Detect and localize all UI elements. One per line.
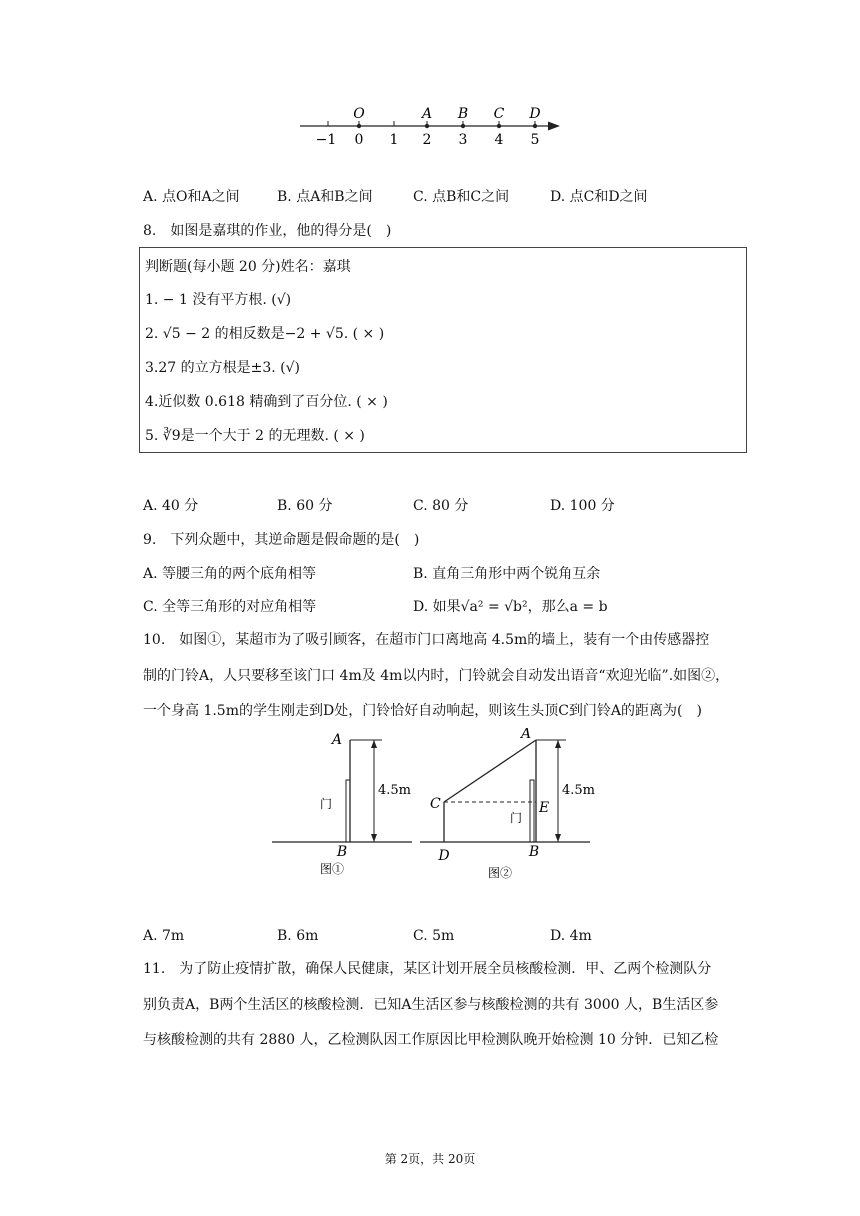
fig2-label-E: E xyxy=(539,800,550,816)
tick-label: −1 xyxy=(315,132,337,148)
q8-stem: 8. 如图是嘉琪的作业，他的得分是( ) xyxy=(143,223,392,239)
tick-label: 2 xyxy=(422,132,432,148)
q9-option-b: B. 直角三角形中两个锐角互余 xyxy=(413,566,601,582)
fig1-label-B: B xyxy=(336,844,348,860)
q7-option-c: C. 点B和C之间 xyxy=(413,189,510,205)
homework-item-2: 2. √5 − 2 的相反数是−2 + √5. ( × ) xyxy=(145,326,385,342)
point-label-B: B xyxy=(457,106,469,122)
q10-text xyxy=(143,623,763,730)
line-CA xyxy=(444,740,536,802)
homework-item-1: 1. − 1 没有平方根. (√) xyxy=(145,292,292,308)
fig2-label-B: B xyxy=(528,844,540,860)
q8-option-d: D. 100 分 xyxy=(550,498,615,514)
q10-line-1: 10. 如图①，某超市为了吸引顾客，在超市门口离地高 4.5m的墙上，装有一个由传感器控 xyxy=(143,632,710,648)
fig2-label-C: C xyxy=(430,796,441,812)
fig2-height-label: 4.5m xyxy=(562,783,596,798)
homework-box xyxy=(139,247,747,453)
fig2-caption: 图② xyxy=(488,866,513,880)
q8-option-a: A. 40 分 xyxy=(143,498,199,514)
q11-line-1: 11. 为了防止疫情扩散，确保人民健康，某区计划开展全员核酸检测．甲、乙两个检测队分 xyxy=(143,961,712,977)
q10-option-a: A. 7m xyxy=(143,928,185,944)
q9-option-c: C. 全等三角形的对应角相等 xyxy=(143,599,317,615)
point-D-dot xyxy=(533,124,537,128)
q9-stem: 9. 下列众题中，其逆命题是假命题的是( ) xyxy=(143,532,420,548)
fig1-caption: 图① xyxy=(320,862,345,876)
point-label-O: O xyxy=(353,106,365,122)
door-frame xyxy=(530,780,534,842)
homework-item-5: 5. ∛9是一个大于 2 的无理数. ( × ) xyxy=(145,428,365,444)
tick-label: 0 xyxy=(354,132,364,148)
point-A-dot xyxy=(425,124,429,128)
fig2-door-label: 门 xyxy=(510,811,523,825)
homework-item-3: 3.27 的立方根是±3. (√) xyxy=(145,360,301,376)
point-label-D: D xyxy=(529,106,541,122)
tick-label: 3 xyxy=(458,132,468,148)
point-label-C: C xyxy=(493,106,505,122)
axis-arrow xyxy=(548,122,560,131)
q9-option-d: D. 如果√a² = √b²，那么a = b xyxy=(413,599,608,615)
q11-line-3: 与核酸检测的共有 2880 人，乙检测队因工作原因比甲检测队晚开始检测 10 分钟．已知乙检 xyxy=(143,1032,719,1048)
q10-line-3: 一个身高 1.5m的学生刚走到D处，门铃恰好自动响起，则该生头顶C到门铃A的距离为( ) xyxy=(143,703,702,719)
point-O-dot xyxy=(357,124,361,128)
figure-1 xyxy=(272,728,412,888)
q7-option-b: B. 点A和B之间 xyxy=(277,189,373,205)
q10-option-d: D. 4m xyxy=(550,928,592,944)
fig2-label-D: D xyxy=(438,848,450,864)
q8-option-b: B. 60 分 xyxy=(277,498,333,514)
point-C-dot xyxy=(497,124,501,128)
fig2-label-A: A xyxy=(520,728,532,742)
q10-option-c: C. 5m xyxy=(413,928,455,944)
homework-item-4: 4.近似数 0.618 精确到了百分位. ( × ) xyxy=(145,394,388,410)
fig1-height-label: 4.5m xyxy=(378,783,412,798)
q7-option-a: A. 点O和A之间 xyxy=(143,189,240,205)
homework-title: 判断题(每小题 20 分)姓名：嘉琪 xyxy=(145,259,351,275)
tick-label: 5 xyxy=(530,132,540,148)
q10-option-b: B. 6m xyxy=(277,928,319,944)
fig1-door-label: 门 xyxy=(320,797,333,811)
q10-line-2: 制的门铃A，人只要移至该门口 4m及 4m以内时，门铃就会自动发出语音“欢迎光临”.如图②， xyxy=(143,667,730,684)
q9-option-a: A. 等腰三角的两个底角相等 xyxy=(143,566,317,582)
fig1-label-A: A xyxy=(331,732,342,748)
number-line-figure xyxy=(290,100,570,156)
q11-text xyxy=(143,952,763,1059)
tick-label: 4 xyxy=(494,132,504,148)
point-label-A: A xyxy=(421,106,433,122)
q7-option-d: D. 点C和D之间 xyxy=(550,189,648,205)
q8-option-c: C. 80 分 xyxy=(413,498,469,514)
figure-2 xyxy=(420,728,600,888)
page-footer: 第 2页，共 20页 xyxy=(384,1152,476,1166)
point-B-dot xyxy=(461,124,465,128)
q11-line-2: 别负责A，B两个生活区的核酸检测．已知A生活区参与核酸检测的共有 3000 人，B生活区参 xyxy=(143,996,719,1013)
tick-label: 1 xyxy=(389,132,399,148)
